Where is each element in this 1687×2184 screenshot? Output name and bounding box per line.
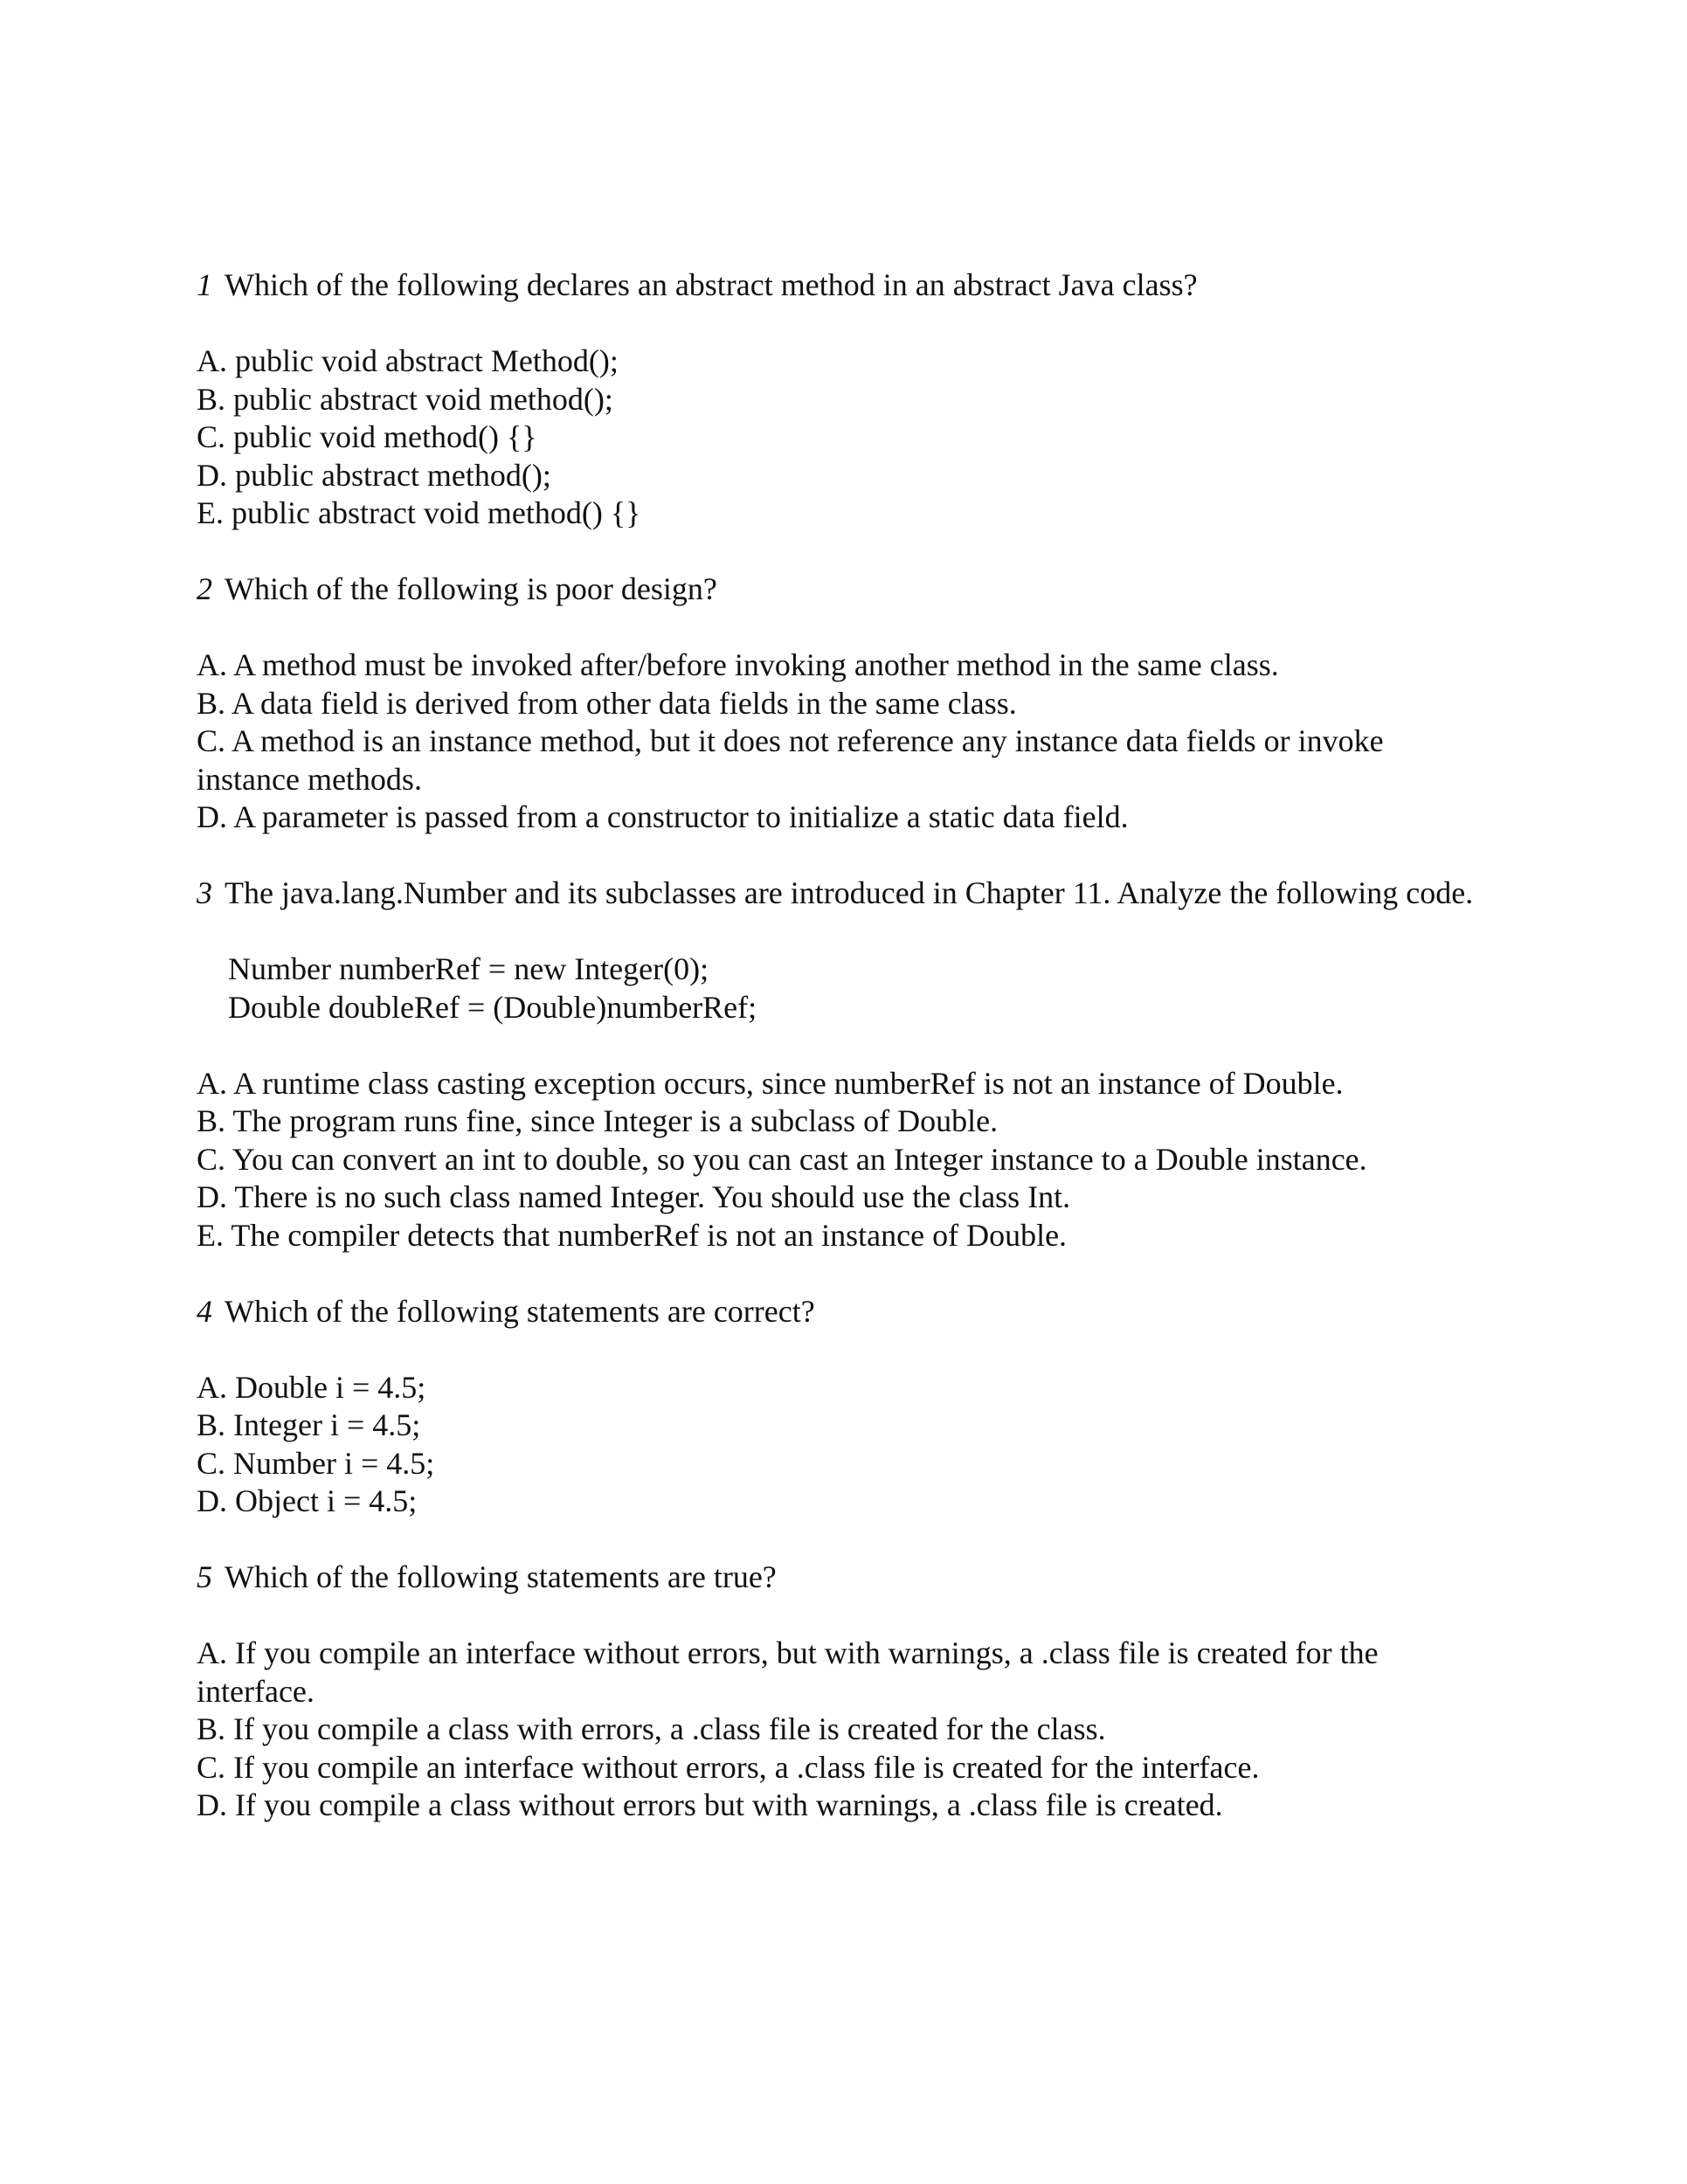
- options-list: [197, 1065, 1490, 1255]
- question-stem: [197, 1293, 1490, 1331]
- question-number: 3: [197, 875, 212, 910]
- question-stem: [197, 1559, 1490, 1597]
- option-a: A. public void abstract Method();: [197, 343, 619, 378]
- question-stem: [197, 266, 1490, 305]
- option-e: E. The compiler detects that numberRef is not an instance of Double.: [197, 1217, 1068, 1253]
- option-b: B. Integer i = 4.5;: [197, 1407, 421, 1442]
- option-c: C. public void method() {}: [197, 419, 537, 454]
- option-b: B. If you compile a class with errors, a .class file is created for the class.: [197, 1711, 1106, 1746]
- option-b: B. The program runs fine, since Integer is a subclass of Double.: [197, 1103, 999, 1138]
- code-line: Double doubleRef = (Double)numberRef;: [228, 989, 757, 1025]
- question-5: [197, 1559, 1490, 1825]
- options-list: [197, 646, 1490, 837]
- question-text: The java.lang.Number and its subclasses are introduced in Chapter 11. Analyze the following code.: [225, 875, 1474, 910]
- question-text: Which of the following declares an abstract method in an abstract Java class?: [225, 267, 1198, 302]
- option-b: B. public abstract void method();: [197, 381, 613, 417]
- question-number: 5: [197, 1559, 212, 1594]
- options-list: [197, 1635, 1490, 1825]
- question-4: [197, 1293, 1490, 1521]
- quiz-page: [197, 266, 1490, 1863]
- options-list: [197, 342, 1490, 533]
- code-block: [228, 950, 1490, 1026]
- question-2: [197, 570, 1490, 837]
- question-stem: [197, 874, 1490, 913]
- option-d: D. Object i = 4.5;: [197, 1483, 418, 1518]
- option-a: A. If you compile an interface without errors, but with warnings, a .class file is created for the interface.: [197, 1635, 1379, 1709]
- question-text: Which of the following is poor design?: [225, 571, 717, 606]
- option-e: E. public abstract void method() {}: [197, 495, 641, 530]
- options-list: [197, 1369, 1490, 1521]
- option-d: D. A parameter is passed from a constructor to initialize a static data field.: [197, 799, 1129, 834]
- question-3: [197, 874, 1490, 1254]
- option-a: A. Double i = 4.5;: [197, 1369, 426, 1405]
- option-c: C. You can convert an int to double, so you can cast an Integer instance to a Double instance.: [197, 1141, 1367, 1177]
- code-line: Number numberRef = new Integer(0);: [228, 951, 709, 986]
- question-text: Which of the following statements are true?: [225, 1559, 777, 1594]
- option-d: D. There is no such class named Integer. You should use the class Int.: [197, 1179, 1071, 1214]
- option-b: B. A data field is derived from other data fields in the same class.: [197, 685, 1017, 721]
- option-d: D. If you compile a class without errors but with warnings, a .class file is created.: [197, 1787, 1223, 1822]
- question-number: 1: [197, 267, 212, 302]
- option-a: A. A runtime class casting exception occurs, since numberRef is not an instance of Double.: [197, 1065, 1344, 1101]
- option-c: C. A method is an instance method, but it does not reference any instance data fields or invoke instance methods.: [197, 723, 1384, 797]
- question-number: 2: [197, 571, 212, 606]
- question-number: 4: [197, 1293, 212, 1329]
- option-c: C. Number i = 4.5;: [197, 1445, 435, 1481]
- option-d: D. public abstract method();: [197, 457, 551, 493]
- question-text: Which of the following statements are correct?: [225, 1293, 815, 1329]
- option-c: C. If you compile an interface without errors, a .class file is created for the interface.: [197, 1749, 1260, 1785]
- question-stem: [197, 570, 1490, 609]
- option-a: A. A method must be invoked after/before invoking another method in the same class.: [197, 647, 1279, 682]
- question-1: [197, 266, 1490, 533]
